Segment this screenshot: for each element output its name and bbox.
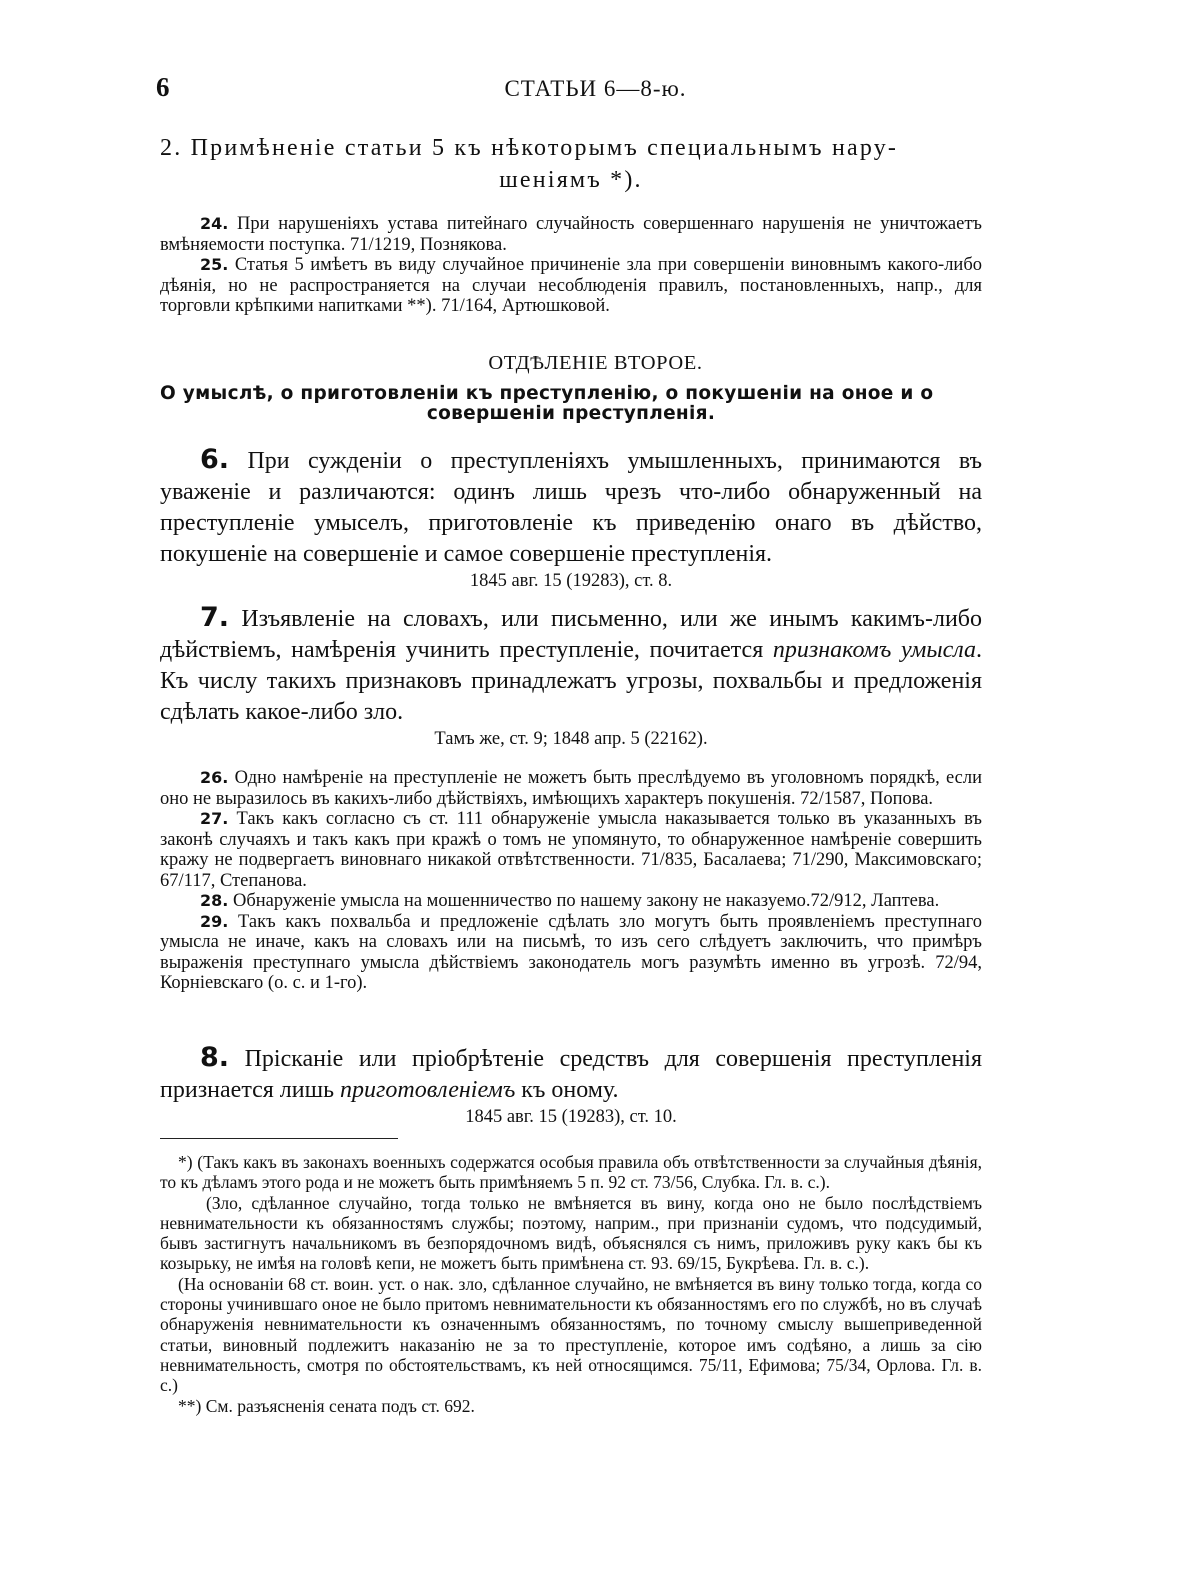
note-26 [160, 768, 982, 809]
note-number: 25. [200, 255, 229, 274]
note-text: Статья 5 имѣетъ въ виду случайное причиненіе зла при совершеніи виновнымъ какого-либо дѣянія, но не распространяется на случаи несоблюденія правилъ, постановленныхъ, напр., для торговли крѣпкими напитками **). 71/164, Артюшковой. [160, 255, 982, 316]
note-text: Такъ какъ согласно съ ст. 111 обнаруженіе умысла наказывается только въ указанныхъ въ законѣ случаяхъ и такъ какъ при кражѣ о томъ не упомянуто, то обнаруженное намѣреніе совершить кражу не подвергаетъ виновнаго никакой отвѣтственности. 71/835, Басалаева; 71/290, Максимовскаго; 67/117, Степанова. [160, 809, 982, 891]
section-title-line1: 2. Примѣненіе статьи 5 къ нѣкоторымъ специальнымъ нару- [160, 135, 899, 161]
section-title [160, 132, 982, 196]
article-text-cont: къ оному. [515, 1077, 619, 1103]
article-8 [160, 1042, 982, 1128]
footnote-1: *) (Такъ какъ въ законахъ военныхъ содержатся особыя правила объ отвѣтственности за случайныя дѣянія, то къ дѣламъ этого рода и не можетъ быть примѣняемъ 5 п. 92 ст. 73/56, Слубка. Гл. в. с.). [160, 1152, 982, 1193]
article-7 [160, 602, 982, 750]
article-number: 8. [200, 1042, 230, 1073]
division-title: ОТДѢЛЕНІЕ ВТОРОЕ. [488, 352, 703, 374]
division-subtitle-line1: О умыслѣ, о приготовленіи къ преступленію, о покушеніи на оное и о [160, 383, 934, 404]
article-text: Прісканіе или пріобрѣтеніе средствъ для совершенія преступленія признается лишь [160, 1046, 982, 1103]
note-24 [160, 214, 982, 255]
article-citation: Тамъ же, ст. 9; 1848 апр. 5 (22162). [434, 729, 708, 749]
note-text: При нарушеніяхъ устава питейнаго случайность совершеннаго нарушенія не уничтожаетъ вмѣняемости поступка. 71/1219, Познякова. [160, 214, 982, 255]
article-citation: 1845 авг. 15 (19283), ст. 8. [469, 571, 673, 591]
note-number: 27. [200, 809, 229, 828]
note-29 [160, 912, 982, 994]
note-number: 28. [200, 891, 229, 910]
article-emphasis: признакомъ умысла [772, 637, 976, 663]
section-title-line2: шеніямъ *). [499, 167, 643, 193]
footnote-rule [160, 1138, 398, 1139]
note-number: 24. [200, 214, 229, 233]
note-text: Такъ какъ похвальба и предложеніе сдѣлать зло могутъ быть проявленіемъ преступнаго умысла не иначе, какъ на словахъ или на письмѣ, то изъ сего слѣдуетъ заключить, что примѣръ выраженія преступнаго умысла дѣйствіемъ законодатель могъ разумѣть именно въ угрозѣ. 72/94, Корніевскаго (о. с. и 1-го). [160, 911, 982, 993]
page-number: 6 [156, 72, 170, 102]
article-citation: 1845 авг. 15 (19283), ст. 10. [465, 1107, 677, 1127]
note-number: 26. [200, 768, 229, 787]
footnote-3: (На основаніи 68 ст. воин. уст. о нак. зло, сдѣланное случайно, не вмѣняется въ вину только тогда, когда со стороны учинившаго оное не было притомъ невнимательности къ обязанностямъ его по службѣ, но въ случаѣ обнаруженія невнимательности къ означеннымъ обязанностямъ, по точному смыслу вышеприведенной статьи, виновный подлежитъ наказанію не за то преступленіе, которое имъ содѣяно, а лишь за сію невнимательность, смотря по обстоятельствамъ, къ ней относящимся. 75/11, Ефимова; 75/34, Орлова. Гл. в. с.) [160, 1273, 982, 1396]
division-subtitle [160, 384, 982, 424]
notes-mid [160, 768, 982, 994]
footnote-4: **) См. разъясненія сената подъ ст. 692. [178, 1395, 475, 1416]
note-text: Обнаруженіе умысла на мошенничество по нашему закону не наказуемо.72/912, Лаптева. [228, 891, 940, 911]
note-28 [160, 891, 982, 912]
note-27 [160, 809, 982, 891]
article-number: 6. [200, 444, 230, 475]
article-emphasis: приготовленіемъ [340, 1077, 516, 1103]
note-text: Одно намѣреніе на преступленіе не можетъ быть преслѣдуемо въ уголовномъ порядкѣ, если оно не выразилось въ какихъ-либо дѣйствіяхъ, имѣющихъ характеръ покушенія. 72/1587, Попова. [160, 768, 982, 809]
article-text: Изъявленіе на словахъ, или письменно, или же инымъ какимъ-либо дѣйствіемъ, намѣренія учинить преступленіе, почитается [160, 606, 982, 663]
note-25 [160, 255, 982, 317]
article-text: При сужденіи о преступленіяхъ умышленныхъ, принимаются въ уваженіе и различаются: одинъ лишь чрезъ что-либо обнаруженный на преступленіе умыселъ, приготовленіе къ приведенію онаго въ дѣйство, покушеніе на совершеніе и самое совершеніе преступленія. [160, 448, 982, 567]
article-6 [160, 444, 982, 592]
footnotes [160, 1152, 982, 1416]
note-number: 29. [200, 911, 229, 931]
running-title: СТАТЬИ 6—8-ю. [504, 76, 687, 101]
footnote-2: (Зло, сдѣланное случайно, тогда только не вмѣняется въ вину, когда оно не было послѣдствіемъ невнимательности къ обязанностямъ службы; поэтому, наприм., при признаніи судомъ, что подсудимый, бывъ застигнутъ начальникомъ въ безпорядочномъ видѣ, объяснялся съ нимъ, приложивъ руку какъ бы къ козырьку, не имѣя на головѣ кепи, не можетъ быть примѣнена ст. 93. 69/15, Букрѣева. Гл. в. с.). [160, 1192, 982, 1274]
article-number: 7. [200, 602, 230, 633]
division-subtitle-line2: совершеніи преступленія. [426, 403, 716, 424]
notes-top [160, 214, 982, 317]
article-text-cont: . Къ числу такихъ признаковъ принадлежатъ угрозы, похвальбы и предложенія сдѣлать какое-либо зло. [160, 637, 982, 725]
